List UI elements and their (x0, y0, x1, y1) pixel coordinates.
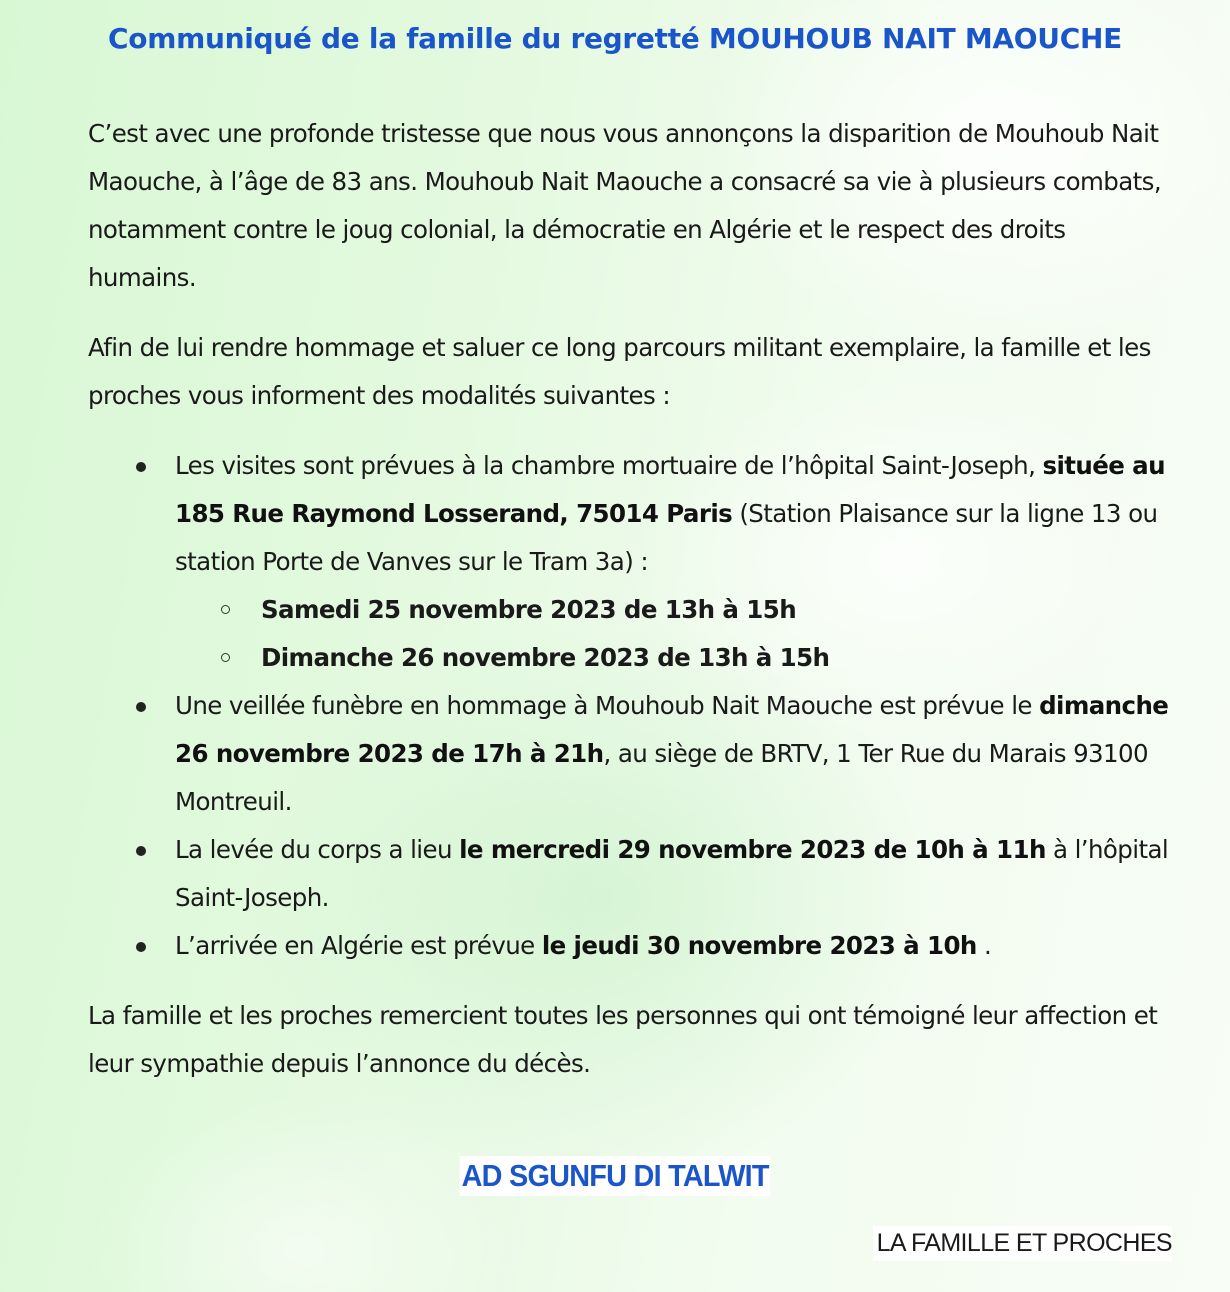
slogan-container (0, 1156, 1230, 1196)
modalities-list (88, 442, 1178, 970)
signature: LA FAMILLE ET PROCHES (873, 1226, 1172, 1261)
visit-date-item: Dimanche 26 novembre 2023 de 13h à 15h (261, 634, 1178, 682)
vigil-location: , au siège de BRTV, 1 Ter Rue du Marais 93100 Montreuil. (175, 739, 1149, 816)
visit-date-item: Samedi 25 novembre 2023 de 13h à 15h (261, 586, 1178, 634)
arrival-end: . (976, 931, 992, 960)
intro-paragraph: C’est avec une profonde tristesse que nous vous annonçons la disparition de Mouhoub Nait Maouche, à l’âge de 83 ans. Mouhoub Nait Maouche a consacré sa vie à plusieurs combats, notamment contre le joug colonial, la démocratie en Algérie et le respect des droits humains. (88, 119, 1162, 292)
closing-paragraph: La famille et les proches remercient toutes les personnes qui ont témoigné leur affection et leur sympathie depuis l’annonce du décès. (88, 1001, 1158, 1078)
modalities-intro-paragraph: Afin de lui rendre hommage et saluer ce long parcours militant exemplaire, la famille et les proches vous informent des modalités suivantes : (88, 333, 1151, 410)
visits-transport: (Station Plaisance sur la ligne 13 ou station Porte de Vanves sur le Tram 3a) : (175, 499, 1158, 576)
page-title: Communiqué de la famille du regretté MOUHOUB NAIT MAOUCHE (108, 22, 1122, 55)
visits-address: située au 185 Rue Raymond Losserand, 75014 Paris (175, 451, 1165, 528)
vigil-date: dimanche 26 novembre 2023 de 17h à 21h (175, 691, 1169, 768)
visit-dates-list (175, 586, 1178, 682)
body-removal-location: à l’hôpital Saint-Joseph. (175, 835, 1169, 912)
arrival-date: le jeudi 30 novembre 2023 à 10h (541, 931, 977, 960)
visits-text: Les visites sont prévues à la chambre mortuaire de l’hôpital Saint-Joseph, (175, 451, 1043, 480)
body-removal-date: le mercredi 29 novembre 2023 de 10h à 11h (459, 835, 1046, 864)
list-item-arrival (175, 922, 1178, 970)
list-item-vigil (175, 682, 1178, 826)
slogan: AD SGUNFU DI TALWIT (460, 1156, 771, 1196)
vigil-text: Une veillée funèbre en hommage à Mouhoub Nait Maouche est prévue le (175, 691, 1040, 720)
list-item-body-removal (175, 826, 1178, 922)
list-item-visits (175, 442, 1178, 682)
body-removal-text: La levée du corps a lieu (175, 835, 460, 864)
communique-body (88, 110, 1178, 1110)
arrival-text: L’arrivée en Algérie est prévue (175, 931, 542, 960)
